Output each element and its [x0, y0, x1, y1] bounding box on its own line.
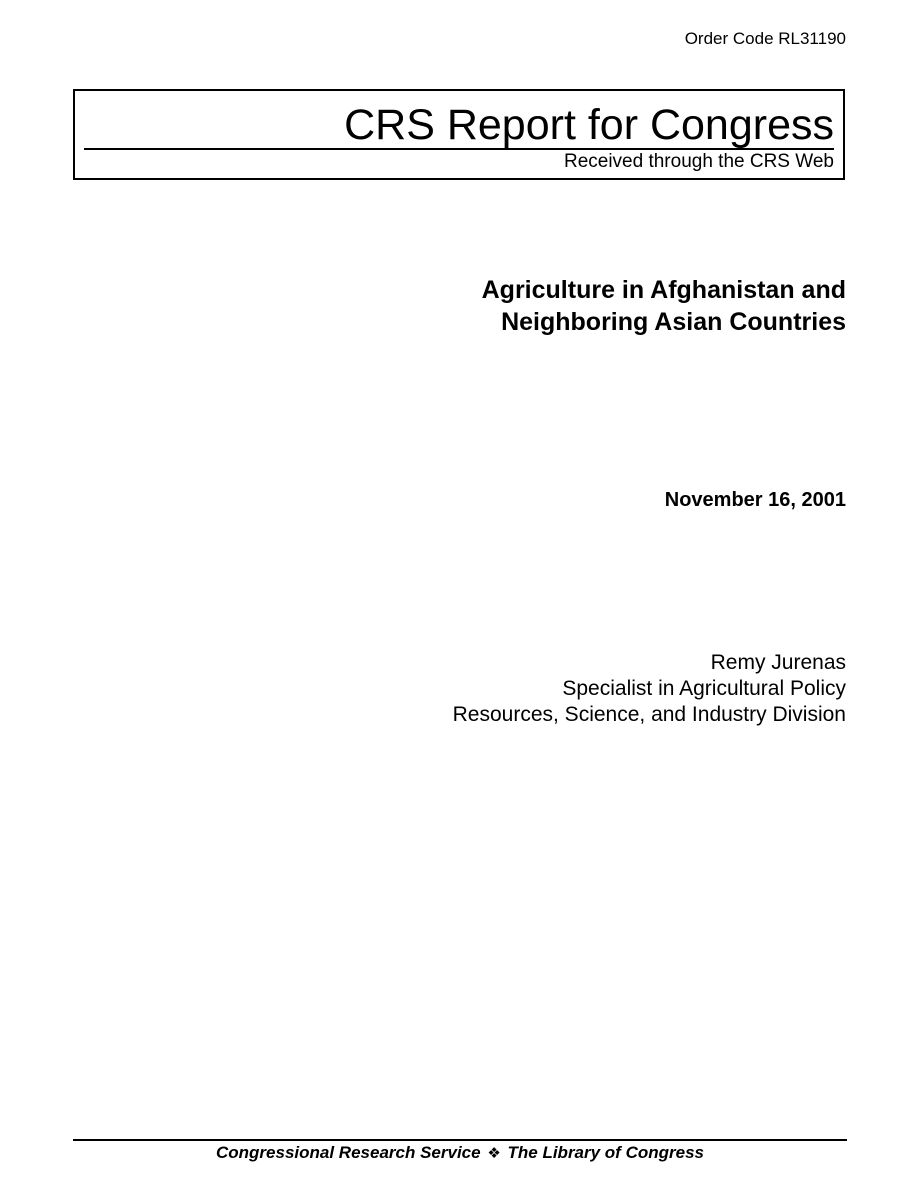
- report-date: November 16, 2001: [664, 489, 846, 511]
- author-block: [453, 650, 846, 728]
- footer-library: The Library of Congress: [507, 1143, 704, 1162]
- report-title: [482, 274, 846, 338]
- header-title: CRS Report for Congress: [344, 101, 834, 149]
- report-title-line-2: Neighboring Asian Countries: [501, 308, 846, 336]
- report-header-box: [73, 89, 845, 180]
- footer-publisher: Congressional Research Service: [216, 1143, 481, 1162]
- author-name: Remy Jurenas: [710, 651, 846, 674]
- author-position: Specialist in Agricultural Policy: [562, 677, 846, 700]
- header-divider: [84, 148, 834, 150]
- header-subtitle: Received through the CRS Web: [563, 151, 834, 172]
- four-diamond-ornament-icon: ❖: [487, 1144, 501, 1162]
- footer: [73, 1142, 847, 1164]
- author-division: Resources, Science, and Industry Division: [452, 703, 846, 726]
- report-title-line-1: Agriculture in Afghanistan and: [481, 276, 846, 304]
- order-code: Order Code RL31190: [684, 29, 846, 48]
- footer-divider: [73, 1139, 847, 1141]
